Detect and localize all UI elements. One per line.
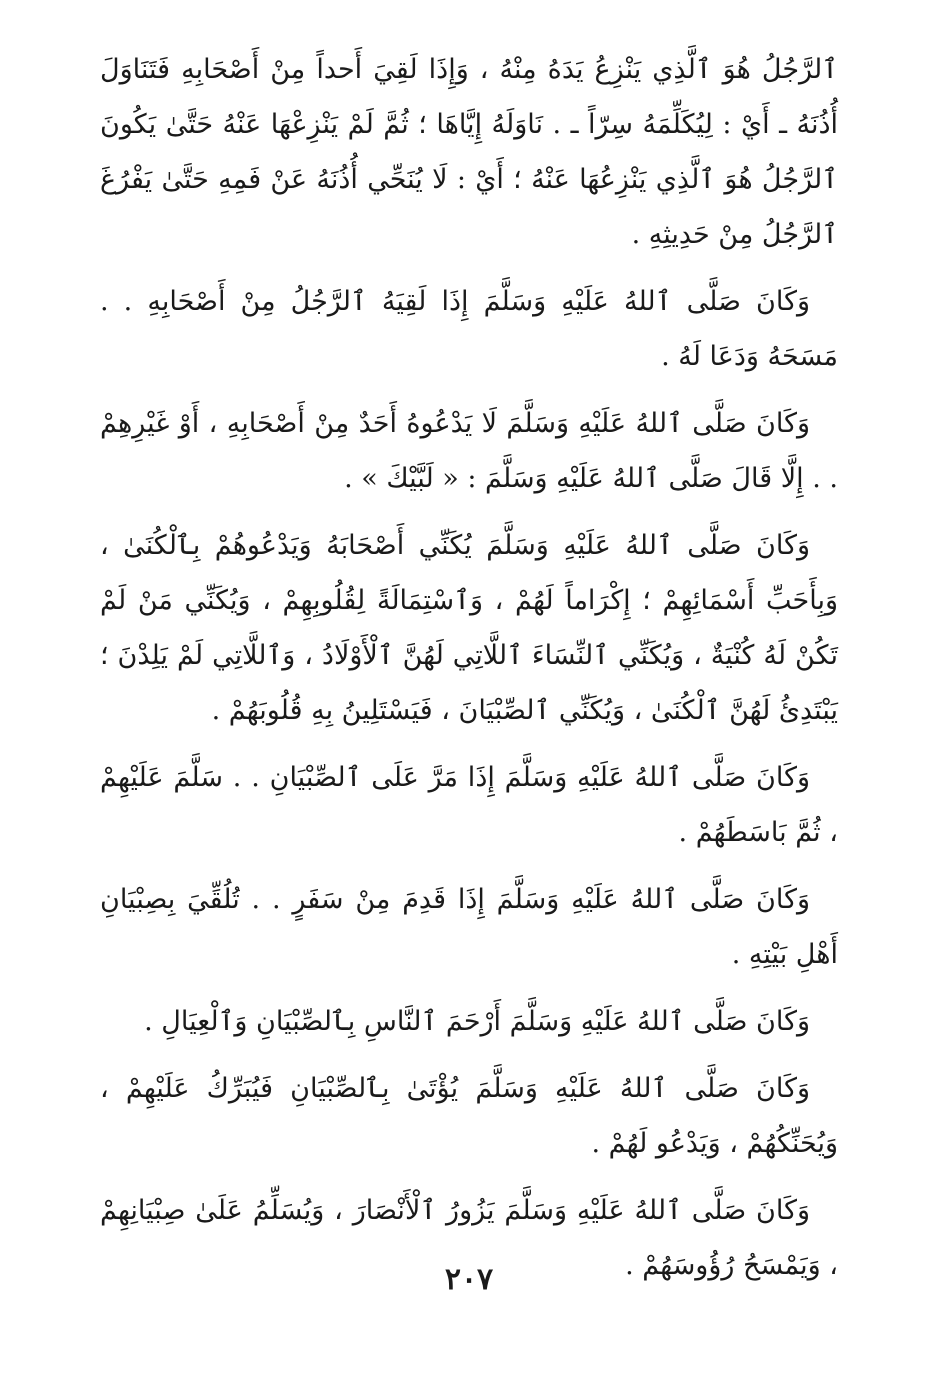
- paragraph: وَكَانَ صَلَّى ٱللهُ عَلَيْهِ وَسَلَّمَ لَا يَدْعُوهُ أَحَدٌ مِنْ أَصْحَابِهِ ، أَوْ غَيْرِهِمْ . . إِلَّا قَالَ صَلَّى ٱللهُ عَلَيْهِ وَسَلَّمَ : « لَبَّيْكَ » .: [100, 408, 838, 494]
- paragraph: وَكَانَ صَلَّى ٱللهُ عَلَيْهِ وَسَلَّمَ إِذَا لَقِيَهُ ٱلرَّجُلُ مِنْ أَصْحَابِهِ . . مَسَحَهُ وَدَعَا لَهُ .: [100, 286, 838, 372]
- page-number: ٢٠٧: [444, 1262, 494, 1297]
- paragraph-continuation: ٱلرَّجُلُ هُوَ ٱلَّذِي يَنْزِعُ يَدَهُ مِنْهُ ، وَإِذَا لَقِيَ أَحداً مِنْ أَصْحَابِهِ فَتَنَاوَلَ أُذُنَهُ ـ أَيْ : لِيُكَلِّمَهُ سِرّاً ـ . نَاوَلَهُ إِيَّاهَا ؛ ثُمَّ لَمْ يَنْزِعْهَا عَنْهُ حَتَّىٰ يَكُونَ ٱلرَّجُلُ هُوَ ٱلَّذِي يَنْزِعُهَا عَنْهُ ؛ أَيْ : لَا يُنَحِّي أُذُنَهُ عَنْ فَمِهِ حَتَّىٰ يَفْرُغَ ٱلرَّجُلُ مِنْ حَدِيثِهِ .: [100, 54, 838, 250]
- paragraph: وَكَانَ صَلَّى ٱللهُ عَلَيْهِ وَسَلَّمَ إِذَا مَرَّ عَلَى ٱلصِّبْيَانِ . . سَلَّمَ عَلَيْهِمْ ، ثُمَّ بَاسَطَهُمْ .: [100, 762, 838, 848]
- page-body-text: [100, 42, 838, 1305]
- paragraph: وَكَانَ صَلَّى ٱللهُ عَلَيْهِ وَسَلَّمَ أَرْحَمَ ٱلنَّاسِ بِٱلصِّبْيَانِ وَٱلْعِيَالِ .: [144, 1006, 810, 1037]
- paragraph: وَكَانَ صَلَّى ٱللهُ عَلَيْهِ وَسَلَّمَ يُكَنِّي أَصْحَابَهُ وَيَدْعُوهُمْ بِٱلْكُنَىٰ ، وَبِأَحَبِّ أَسْمَائِهِمْ ؛ إِكْرَاماً لَهُمْ ، وَٱسْتِمَالَةً لِقُلُوبِهِمْ ، وَيُكَنِّي مَنْ لَمْ تَكُنْ لَهُ كُنْيَةٌ ، وَيُكَنِّي ٱلنِّسَاءَ ٱللَّاتِي لَهُنَّ ٱلْأَوْلَادُ ، وَٱللَّاتِي لَمْ يَلِدْنَ ؛ يَبْتَدِئُ لَهُنَّ ٱلْكُنَىٰ ، وَيُكَنِّي ٱلصِّبْيَانَ ، فَيَسْتَلِينُ بِهِ قُلُوبَهُمْ .: [100, 530, 838, 726]
- paragraph: وَكَانَ صَلَّى ٱللهُ عَلَيْهِ وَسَلَّمَ إِذَا قَدِمَ مِنْ سَفَرٍ . . تُلُقِّيَ بِصِبْيَانِ أَهْلِ بَيْتِهِ .: [100, 884, 838, 970]
- paragraph: وَكَانَ صَلَّى ٱللهُ عَلَيْهِ وَسَلَّمَ يُؤْتَىٰ بِٱلصِّبْيَانِ فَيُبَرِّكُ عَلَيْهِمْ ، وَيُحَنِّكُهُمْ ، وَيَدْعُو لَهُمْ .: [100, 1073, 838, 1159]
- paragraph: وَكَانَ صَلَّى ٱللهُ عَلَيْهِ وَسَلَّمَ يَزُورُ ٱلْأَنْصَارَ ، وَيُسَلِّمُ عَلَىٰ صِبْيَانِهِمْ ، وَيَمْسَحُ رُؤُوسَهُمْ .: [100, 1195, 838, 1281]
